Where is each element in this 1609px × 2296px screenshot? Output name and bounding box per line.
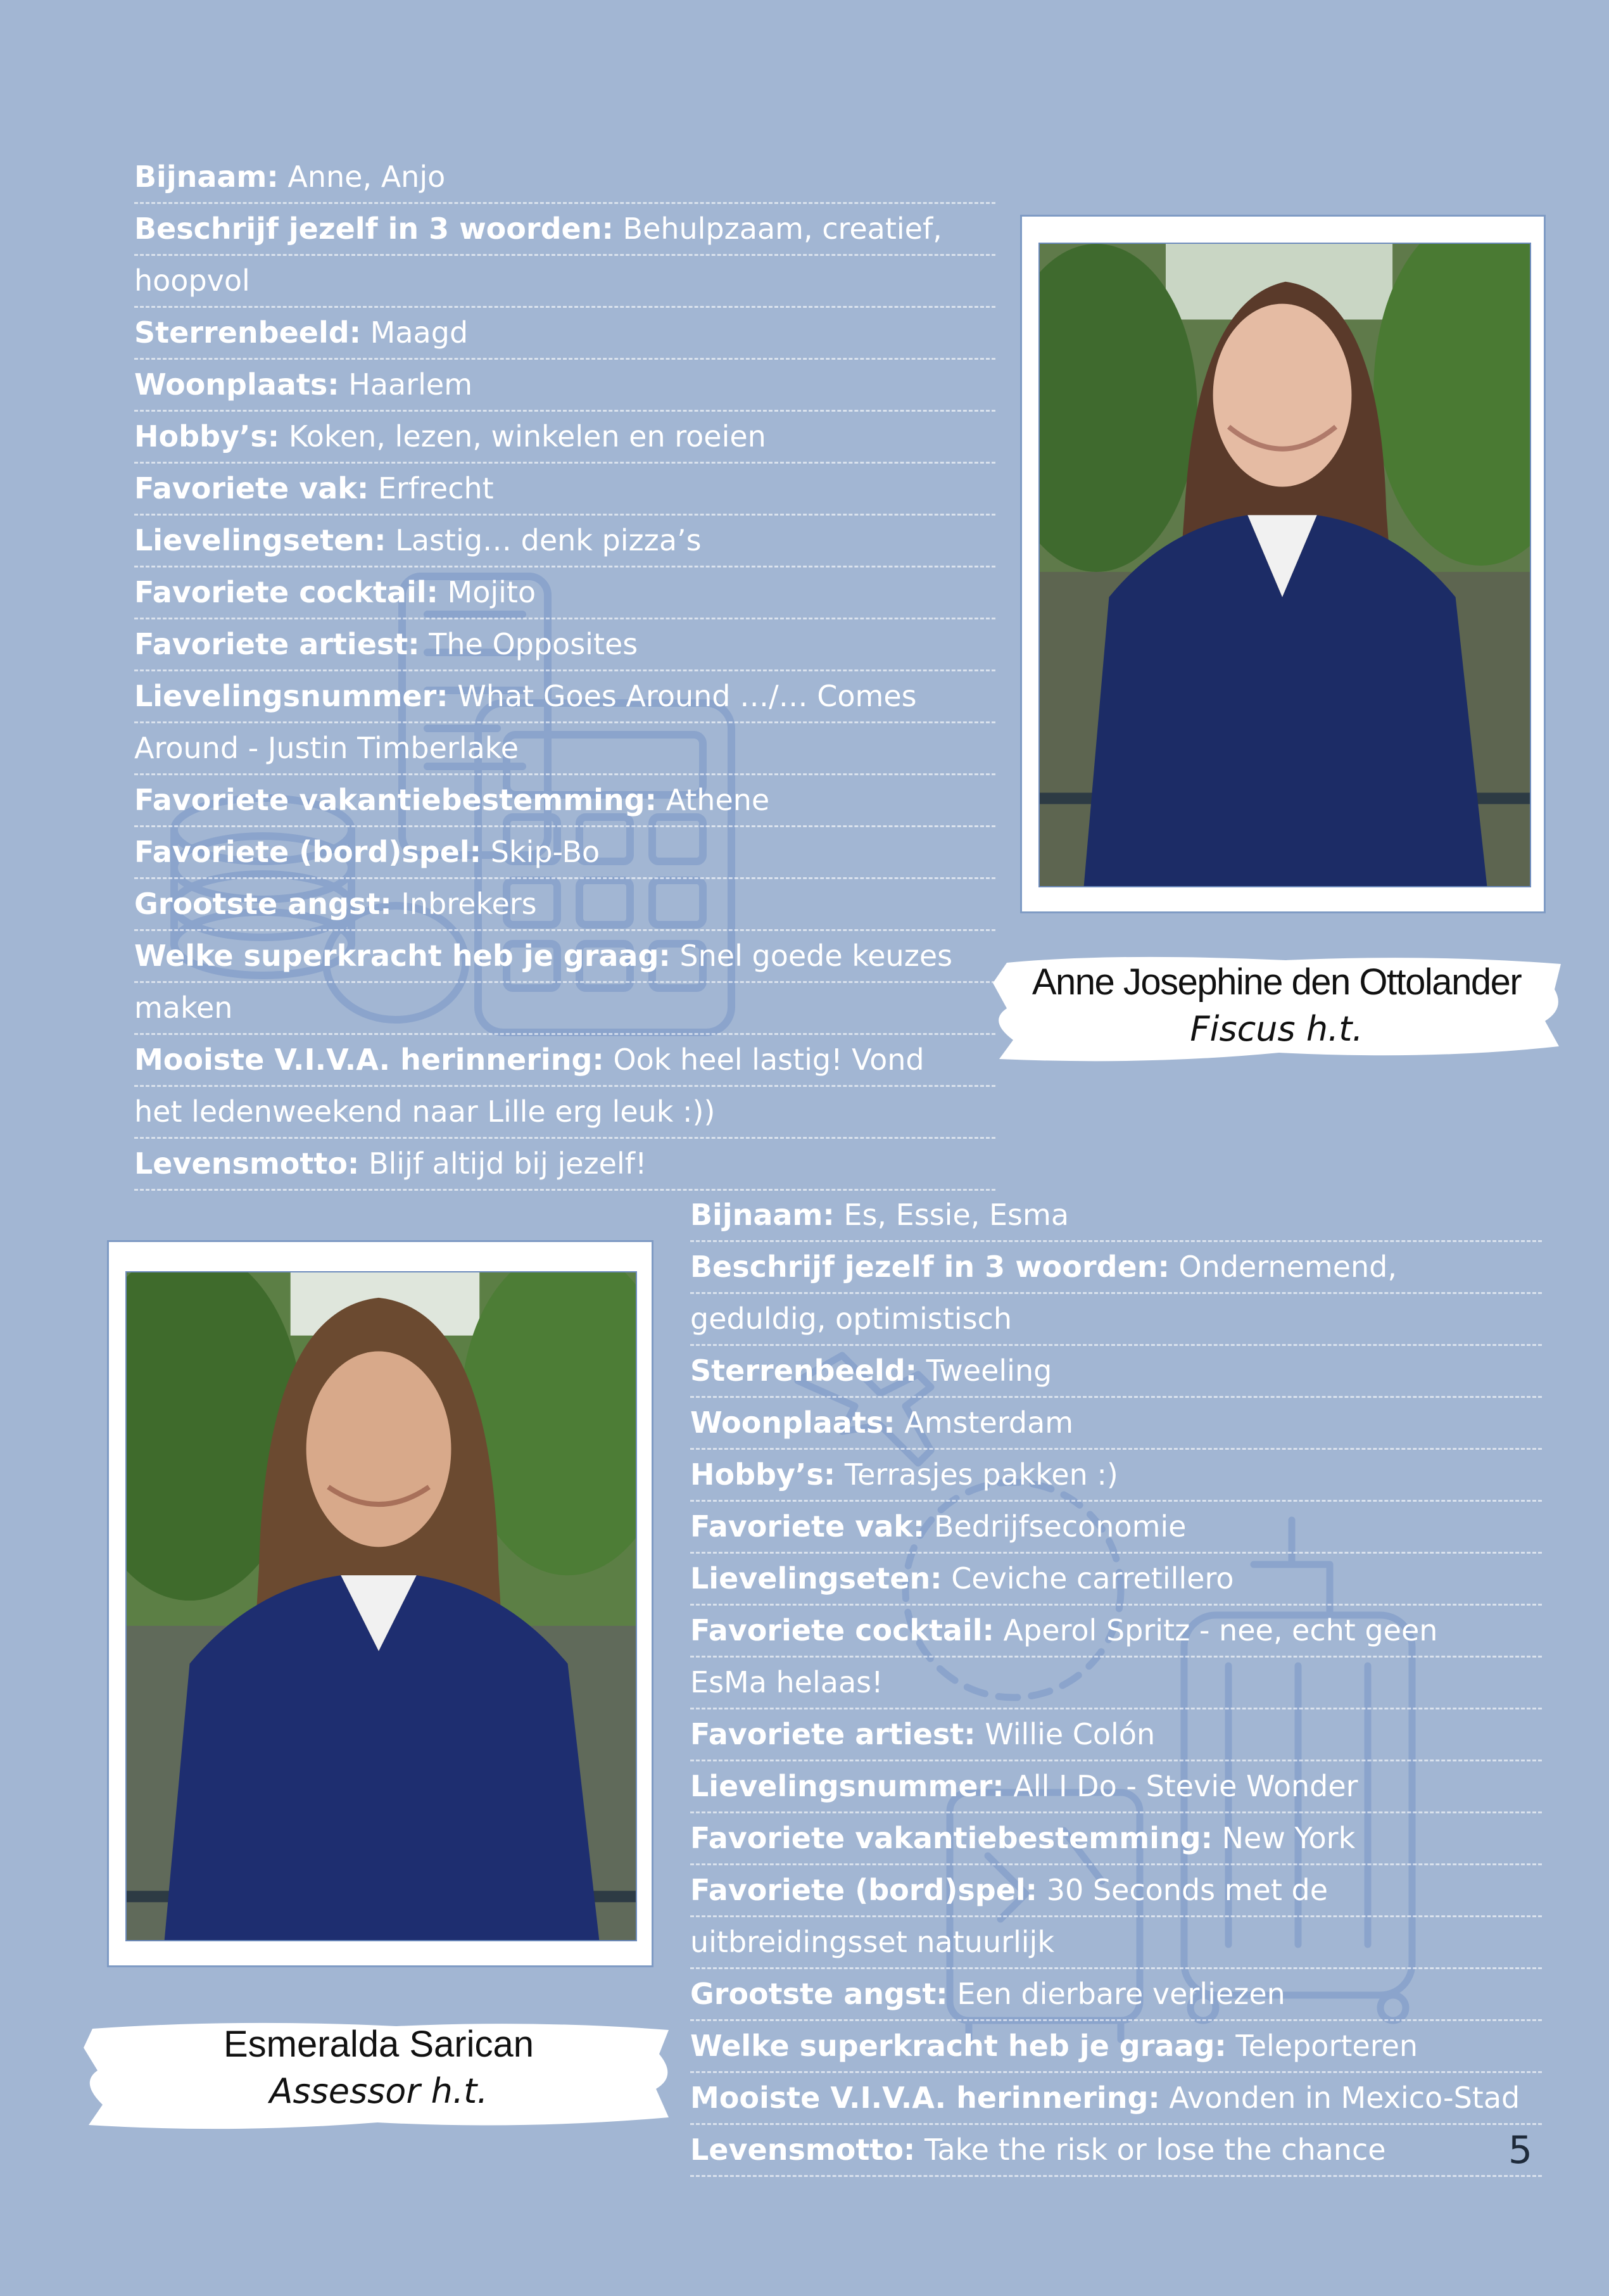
field-value: Snel goede keuzes [670,939,953,973]
page-number: 5 [1508,2128,1532,2172]
field-label: Favoriete (bord)spel: [134,835,482,869]
field-value: Maagd [361,315,469,350]
field-value: Skip-Bo [481,835,600,869]
field-label: Favoriete cocktail: [690,1613,994,1647]
member-role: Assessor h.t. [269,2071,488,2111]
field-row [690,1242,1542,1294]
field-label: Favoriete (bord)spel: [690,1873,1038,1907]
field-label: Grootste angst: [134,887,392,921]
field-label: Bijnaam: [690,1198,835,1232]
field-label: Lievelingsnummer: [690,1769,1004,1803]
field-row [134,671,995,723]
field-value: Inbrekers [391,887,537,921]
field-label: Woonplaats: [690,1405,895,1440]
field-value: Take the risk or lose the chance [915,2133,1386,2167]
field-value: Terrasjes pakken :) [835,1457,1118,1492]
field-row [690,1709,1542,1761]
field-row [134,464,995,516]
field-row [690,1398,1542,1450]
field-row [134,1087,995,1139]
field-label: Mooiste V.I.V.A. herinnering: [690,2081,1160,2115]
field-row [690,1917,1542,1969]
field-row [690,2021,1542,2073]
field-value: Willie Colón [975,1717,1156,1751]
field-label: Levensmotto: [134,1146,360,1181]
field-value: Bedrijfseconomie [924,1509,1187,1544]
portrait-photo [125,1271,637,1941]
field-row [134,308,995,360]
field-value: All I Do - Stevie Wonder [1004,1769,1358,1803]
field-row [134,931,995,983]
field-row [134,827,995,879]
field-row [134,1139,995,1191]
field-value: Blijf altijd bij jezelf! [359,1146,647,1181]
field-row [690,1813,1542,1865]
field-row [134,568,995,619]
field-label: Favoriete artiest: [134,627,420,661]
field-value: Ondernemend, [1169,1250,1397,1284]
field-value: What Goes Around …/… Comes [448,679,917,713]
field-value: Athene [656,783,770,817]
field-label: Hobby’s: [134,419,280,453]
field-label: Woonplaats: [134,367,339,402]
field-label: Welke superkracht heb je graag: [690,2029,1227,2063]
field-value: Teleporteren [1226,2029,1418,2063]
field-row [690,1606,1542,1658]
field-row [134,256,995,308]
field-row [134,983,995,1035]
field-value: 30 Seconds met de [1037,1873,1328,1907]
field-row [690,1554,1542,1606]
field-value: Erfrecht [369,471,494,505]
field-row [690,1658,1542,1709]
field-label: Favoriete vakantiebestemming: [134,783,657,817]
field-value: Behulpzaam, creatief, [613,212,942,246]
field-value: Aperol Spritz - nee, echt geen [994,1613,1438,1647]
field-label: Hobby’s: [690,1457,836,1492]
field-value: Es, Essie, Esma [834,1198,1070,1232]
field-value: Een dierbare verliezen [947,1977,1285,2011]
field-value: uitbreidingsset natuurlijk [690,1925,1054,1959]
field-label: Levensmotto: [690,2133,916,2167]
profile-1-details [134,152,995,1191]
member-name: Esmeralda Sarican [224,2024,534,2065]
field-label: Sterrenbeeld: [134,315,362,350]
profile-2-details [690,1190,1542,2177]
name-caption-1 [988,951,1565,1072]
field-label: Beschrijf jezelf in 3 woorden: [134,212,614,246]
field-value: Koken, lezen, winkelen en roeien [279,419,766,453]
field-label: Bijnaam: [134,160,279,194]
field-value: Amsterdam [895,1405,1074,1440]
field-label: Lievelingseten: [690,1561,942,1595]
field-row [690,1294,1542,1346]
field-value: Anne, Anjo [278,160,446,194]
field-value: Avonden in Mexico-Stad [1159,2081,1520,2115]
field-value: The Opposites [419,627,638,661]
field-value: Mojito [438,575,536,609]
field-row [134,879,995,931]
field-row [134,775,995,827]
field-value: Ook heel lastig! Vond [603,1043,924,1077]
field-row [690,2125,1542,2177]
portrait-photo [1038,243,1531,887]
field-label: Lievelingsnummer: [134,679,448,713]
photo-frame-1 [1020,215,1546,913]
field-row [134,723,995,775]
field-label: Welke superkracht heb je graag: [134,939,671,973]
field-row [690,1346,1542,1398]
field-row [690,1865,1542,1917]
field-label: Beschrijf jezelf in 3 woorden: [690,1250,1170,1284]
field-row [134,516,995,568]
field-row [690,2073,1542,2125]
field-row [134,204,995,256]
field-label: Favoriete vak: [690,1509,925,1544]
member-role: Fiscus h.t. [1190,1009,1363,1049]
photo-frame-2 [107,1240,653,1967]
field-row [690,1190,1542,1242]
field-row [690,1502,1542,1554]
field-row [690,1761,1542,1813]
field-value: Lastig… denk pizza’s [386,523,702,557]
field-value: Haarlem [339,367,473,402]
field-value: maken [134,991,233,1025]
field-label: Favoriete cocktail: [134,575,438,609]
field-value: geduldig, optimistisch [690,1302,1012,1336]
field-row [690,1450,1542,1502]
field-label: Favoriete artiest: [690,1717,976,1751]
field-value: Ceviche carretillero [942,1561,1234,1595]
field-value: Around - Justin Timberlake [134,731,519,765]
field-label: Mooiste V.I.V.A. herinnering: [134,1043,604,1077]
field-value: het ledenweekend naar Lille erg leuk :)) [134,1094,716,1129]
field-value: EsMa helaas! [690,1665,883,1699]
field-label: Favoriete vak: [134,471,369,505]
member-name: Anne Josephine den Ottolander [1032,961,1522,1003]
field-label: Favoriete vakantiebestemming: [690,1821,1213,1855]
name-caption-2 [80,2016,678,2136]
field-value: hoopvol [134,263,250,298]
field-label: Sterrenbeeld: [690,1354,918,1388]
field-value: New York [1212,1821,1356,1855]
field-label: Grootste angst: [690,1977,948,2011]
field-row [134,360,995,412]
field-row [134,1035,995,1087]
field-row [690,1969,1542,2021]
field-row [134,152,995,204]
field-label: Lievelingseten: [134,523,386,557]
field-row [134,619,995,671]
field-row [134,412,995,464]
field-value: Tweeling [917,1354,1052,1388]
